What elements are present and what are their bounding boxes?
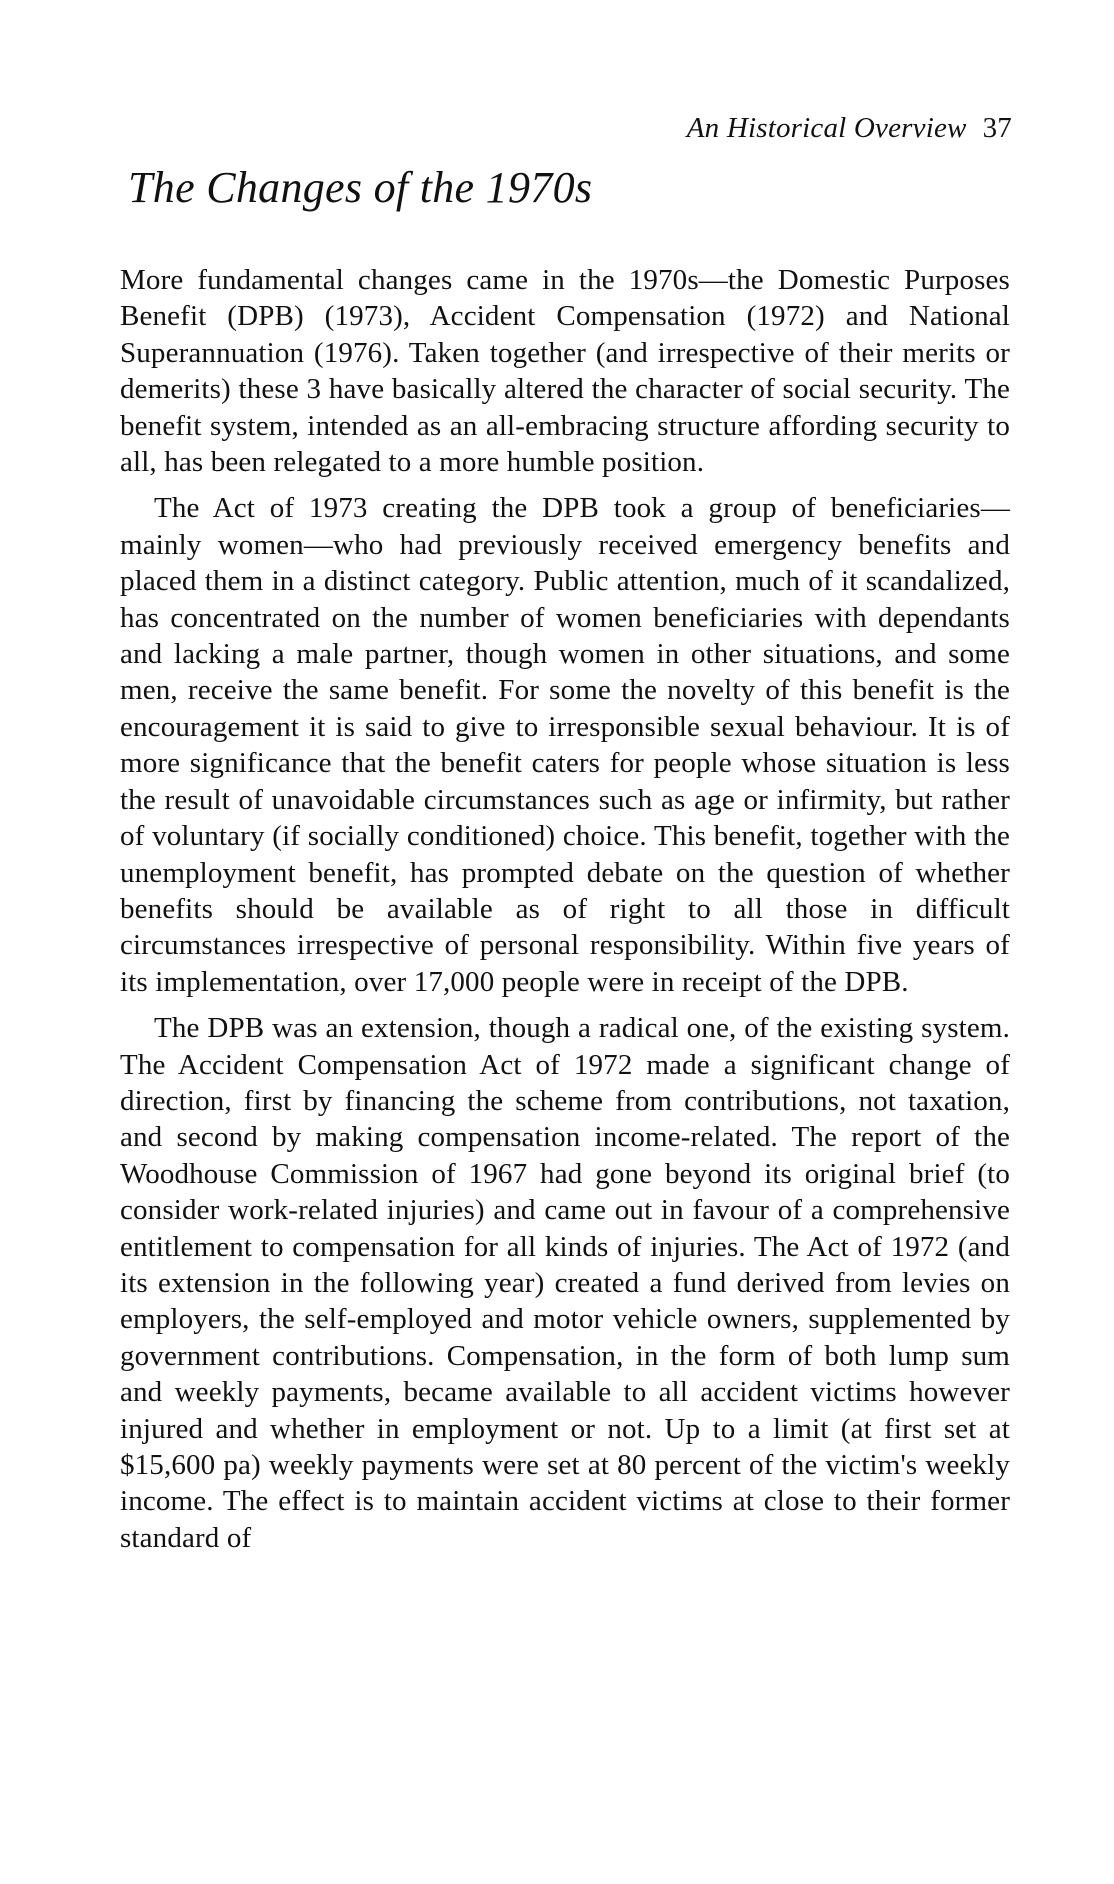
- page-number: 37: [982, 112, 1012, 144]
- paragraph-2: The Act of 1973 creating the DPB took a group of beneficiaries—mainly women—who had previously received emergency benefits and placed them in a distinct category. Public attention, much of it scandalized, has concentrated on the number of women beneficiaries with dependants and lacking a male partner, though women in other situations, and some men, receive the same benefit. For some the novelty of this benefit is the encouragement it is said to give to irresponsible sexual behaviour. It is of more significance that the benefit caters for people whose situation is less the result of unavoidable circumstances such as age or infirmity, but rather of voluntary (if socially conditioned) choice. This benefit, together with the unemployment benefit, has prompted debate on the question of whether benefits should be available as of right to all those in difficult circumstances irrespective of personal responsibility. Within five years of its implementation, over 17,000 people were in receipt of the DPB.: [120, 492, 1010, 998]
- body-text: [120, 262, 1010, 1566]
- paragraph-1: More fundamental changes came in the 1970s—the Domestic Purposes Benefit (DPB) (1973), Accident Compensation (1972) and National Superannuation (1976). Taken together (and irrespective of their merits or demerits) these 3 have basically altered the character of social security. The benefit system, intended as an all-embracing structure affording security to all, has been relegated to a more humble position.: [120, 264, 1010, 479]
- section-heading: The Changes of the 1970s: [128, 163, 593, 212]
- running-head: [687, 112, 1012, 145]
- running-head-title: An Historical Overview: [686, 112, 967, 144]
- paragraph-3: The DPB was an extension, though a radical one, of the existing system. The Accident Compensation Act of 1972 made a significant change of direction, first by financing the scheme from contributions, not taxation, and second by making compensation income-related. The report of the Woodhouse Commission of 1967 had gone beyond its original brief (to consider work-related injuries) and came out in favour of a comprehensive entitlement to compensation for all kinds of injuries. The Act of 1972 (and its extension in the following year) created a fund derived from levies on employers, the self-employed and motor vehicle owners, supplemented by government contributions. Compensation, in the form of both lump sum and weekly payments, became available to all accident victims however injured and whether in employment or not. Up to a limit (at first set at $15,600 pa) weekly payments were set at 80 percent of the victim's weekly income. The effect is to maintain accident victims at close to their former standard of: [120, 1012, 1010, 1554]
